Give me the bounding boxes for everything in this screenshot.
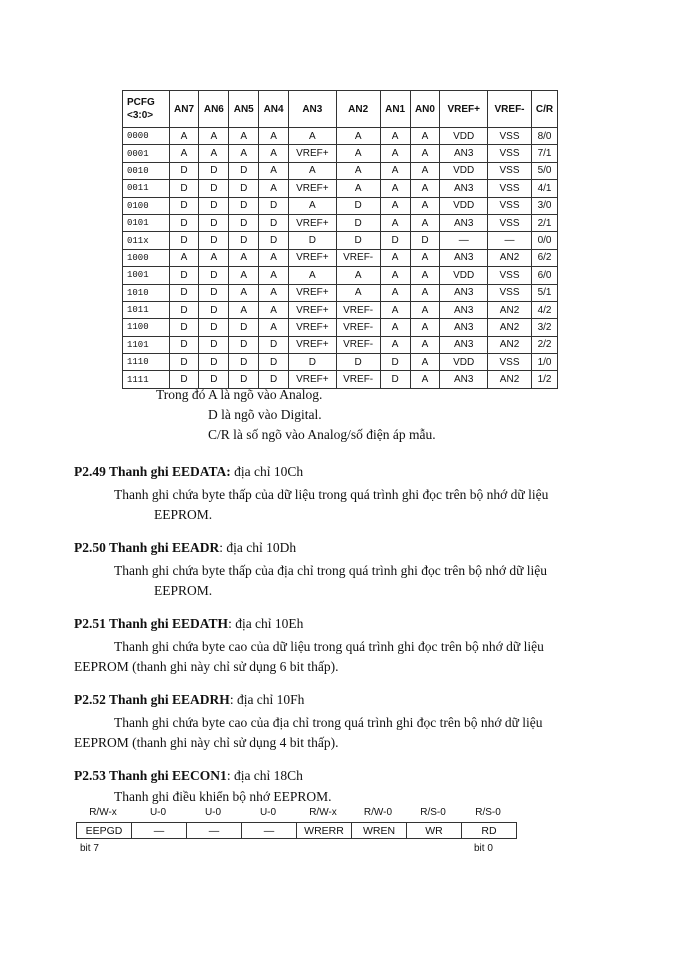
pcfg-cell: A	[410, 371, 440, 388]
pcfg-cell: A	[410, 128, 440, 145]
pcfg-row	[123, 354, 558, 371]
pcfg-cell: D	[169, 371, 199, 388]
pcfg-cell: A	[289, 197, 337, 214]
pcfg-column-header: PCFG <3:0>	[123, 91, 170, 128]
register-bit: EEPGD	[77, 823, 132, 839]
pcfg-cell: D	[259, 214, 289, 231]
pcfg-cell: A	[229, 128, 259, 145]
pcfg-cell: A	[259, 249, 289, 266]
pcfg-cell: A	[410, 214, 440, 231]
pcfg-cell: VREF+	[289, 284, 337, 301]
pcfg-cell: D	[259, 336, 289, 353]
access-label: U-0	[259, 807, 277, 818]
pcfg-cell: D	[380, 371, 410, 388]
pcfg-cell: AN3	[440, 336, 488, 353]
section-description: Thanh ghi điều khiển bộ nhớ EEPROM.	[114, 789, 332, 804]
pcfg-cell: AN2	[488, 336, 532, 353]
section-description: Thanh ghi chứa byte thấp của địa chỉ trong quá trình ghi đọc trên bộ nhớ dữ liệu	[114, 563, 548, 578]
pcfg-cell: D	[199, 214, 229, 231]
pcfg-cell: A	[169, 128, 199, 145]
section-eedath	[74, 614, 614, 677]
pcfg-cell: A	[229, 284, 259, 301]
pcfg-code-cell: 1101	[123, 336, 170, 353]
pcfg-cell: AN3	[440, 284, 488, 301]
pcfg-cell: VREF-	[336, 336, 380, 353]
section-title: P2.51 Thanh ghi EEDATH	[74, 616, 229, 631]
pcfg-cell: D	[199, 301, 229, 318]
note-line-2: D là ngõ vào Digital.	[208, 407, 322, 422]
pcfg-cell: D	[169, 301, 199, 318]
pcfg-cell: 3/0	[532, 197, 558, 214]
pcfg-cell: A	[259, 162, 289, 179]
pcfg-cell: D	[169, 197, 199, 214]
bit-high-label: bit 7	[80, 843, 99, 854]
pcfg-cell: D	[199, 267, 229, 284]
pcfg-cell: D	[169, 214, 199, 231]
pcfg-code-cell: 0100	[123, 197, 170, 214]
pcfg-cell: D	[259, 232, 289, 249]
section-title: P2.52 Thanh ghi EEADRH	[74, 692, 230, 707]
pcfg-cell: A	[259, 301, 289, 318]
pcfg-cell: VREF-	[336, 371, 380, 388]
pcfg-cell: 2/1	[532, 214, 558, 231]
pcfg-cell: 4/2	[532, 301, 558, 318]
pcfg-cell: A	[380, 249, 410, 266]
pcfg-column-header: AN2	[336, 91, 380, 128]
pcfg-cell: A	[259, 284, 289, 301]
pcfg-cell: AN3	[440, 371, 488, 388]
pcfg-cell: D	[336, 232, 380, 249]
pcfg-cell: AN2	[488, 371, 532, 388]
pcfg-cell: VDD	[440, 267, 488, 284]
pcfg-cell: A	[259, 319, 289, 336]
pcfg-row	[123, 145, 558, 162]
pcfg-cell: D	[229, 197, 259, 214]
pcfg-cell: A	[380, 162, 410, 179]
register-bit: WR	[407, 823, 462, 839]
pcfg-cell: VSS	[488, 354, 532, 371]
pcfg-cell: VREF+	[289, 180, 337, 197]
note-line-3: C/R là số ngõ vào Analog/số điện áp mẫu.	[208, 427, 436, 442]
pcfg-cell: VREF+	[289, 214, 337, 231]
pcfg-cell: A	[380, 267, 410, 284]
pcfg-cell: 6/2	[532, 249, 558, 266]
section-address: : địa chỉ 10Eh	[228, 616, 304, 631]
pcfg-code-cell: 011x	[123, 232, 170, 249]
pcfg-cell: A	[410, 267, 440, 284]
pcfg-cell: D	[199, 371, 229, 388]
pcfg-cell: A	[199, 145, 229, 162]
pcfg-cell: A	[410, 197, 440, 214]
pcfg-cell: VREF+	[289, 371, 337, 388]
pcfg-cell: A	[410, 145, 440, 162]
pcfg-cell: A	[410, 249, 440, 266]
pcfg-cell: VDD	[440, 197, 488, 214]
pcfg-cell: A	[410, 354, 440, 371]
pcfg-cell: A	[336, 267, 380, 284]
section-title: P2.49 Thanh ghi EEDATA:	[74, 464, 231, 479]
access-label: U-0	[149, 807, 167, 818]
section-title: P2.53 Thanh ghi EECON1	[74, 768, 227, 783]
pcfg-column-header: AN0	[410, 91, 440, 128]
pcfg-cell: D	[289, 232, 337, 249]
pcfg-code-cell: 1001	[123, 267, 170, 284]
section-eeadrh	[74, 690, 614, 753]
section-address: : địa chỉ 10Dh	[219, 540, 297, 555]
access-label: R/W-x	[89, 807, 117, 818]
pcfg-cell: D	[199, 180, 229, 197]
pcfg-cell: A	[229, 301, 259, 318]
pcfg-row	[123, 214, 558, 231]
pcfg-cell: A	[259, 267, 289, 284]
section-description-cont: EEPROM.	[154, 583, 213, 598]
pcfg-cell: A	[380, 284, 410, 301]
pcfg-cell: D	[169, 180, 199, 197]
pcfg-cell: D	[410, 232, 440, 249]
pcfg-cell: VSS	[488, 267, 532, 284]
pcfg-column-header: VREF-	[488, 91, 532, 128]
pcfg-cell: A	[336, 284, 380, 301]
pcfg-row	[123, 180, 558, 197]
pcfg-row	[123, 249, 558, 266]
pcfg-cell: D	[199, 336, 229, 353]
pcfg-cell: D	[199, 319, 229, 336]
pcfg-cell: D	[229, 354, 259, 371]
pcfg-cell: D	[199, 162, 229, 179]
pcfg-cell: AN3	[440, 145, 488, 162]
eecon1-register-table	[76, 822, 517, 839]
pcfg-cell: VDD	[440, 162, 488, 179]
pcfg-cell: VDD	[440, 354, 488, 371]
pcfg-column-header: AN3	[289, 91, 337, 128]
pcfg-cell: A	[336, 162, 380, 179]
pcfg-code-cell: 0010	[123, 162, 170, 179]
pcfg-column-header: C/R	[532, 91, 558, 128]
access-label: R/S-0	[420, 807, 446, 818]
pcfg-column-header: AN4	[259, 91, 289, 128]
pcfg-code-cell: 1010	[123, 284, 170, 301]
pcfg-cell: D	[199, 232, 229, 249]
pcfg-cell: 5/0	[532, 162, 558, 179]
pcfg-row	[123, 319, 558, 336]
pcfg-cell: A	[380, 301, 410, 318]
pcfg-cell: AN3	[440, 214, 488, 231]
pcfg-row	[123, 162, 558, 179]
pcfg-cell: D	[199, 354, 229, 371]
pcfg-cell: VSS	[488, 214, 532, 231]
register-bit: —	[242, 823, 297, 839]
pcfg-code-cell: 1000	[123, 249, 170, 266]
pcfg-cell: A	[336, 180, 380, 197]
pcfg-cell: VREF+	[289, 145, 337, 162]
pcfg-cell: A	[380, 214, 410, 231]
pcfg-row	[123, 336, 558, 353]
register-bit: WRERR	[297, 823, 352, 839]
section-address: : địa chỉ 10Fh	[229, 692, 305, 707]
section-description-cont: EEPROM (thanh ghi này chỉ sử dụng 4 bit thấp).	[74, 735, 339, 750]
register-bit: —	[132, 823, 187, 839]
pcfg-cell: D	[229, 162, 259, 179]
pcfg-cell: A	[336, 145, 380, 162]
pcfg-cell: A	[229, 249, 259, 266]
section-description-cont: EEPROM.	[154, 507, 213, 522]
section-title: P2.50 Thanh ghi EEADR	[74, 540, 220, 555]
access-label: R/W-0	[363, 807, 393, 818]
pcfg-header-row	[123, 91, 558, 128]
pcfg-cell: D	[229, 371, 259, 388]
access-label: R/W-x	[309, 807, 337, 818]
pcfg-cell: D	[336, 197, 380, 214]
pcfg-cell: 3/2	[532, 319, 558, 336]
pcfg-cell: A	[380, 128, 410, 145]
section-eecon1	[74, 766, 614, 807]
section-eeadr	[74, 538, 614, 601]
pcfg-cell: 8/0	[532, 128, 558, 145]
access-label: U-0	[204, 807, 222, 818]
pcfg-cell: AN2	[488, 319, 532, 336]
pcfg-cell: D	[229, 232, 259, 249]
pcfg-cell: D	[169, 162, 199, 179]
pcfg-cell: VSS	[488, 145, 532, 162]
pcfg-cell: D	[336, 354, 380, 371]
pcfg-cell: VSS	[488, 128, 532, 145]
pcfg-table	[122, 90, 558, 389]
pcfg-cell: D	[169, 267, 199, 284]
pcfg-cell: D	[380, 232, 410, 249]
pcfg-row	[123, 197, 558, 214]
pcfg-cell: A	[259, 128, 289, 145]
section-description: Thanh ghi chứa byte thấp của dữ liệu trong quá trình ghi đọc trên bộ nhớ dữ liệu	[114, 487, 549, 502]
section-address: : địa chỉ 18Ch	[226, 768, 303, 783]
pcfg-cell: D	[199, 197, 229, 214]
pcfg-cell: A	[410, 284, 440, 301]
pcfg-column-header: AN7	[169, 91, 199, 128]
register-bit: RD	[462, 823, 517, 839]
pcfg-cell: VSS	[488, 180, 532, 197]
pcfg-code-cell: 0011	[123, 180, 170, 197]
pcfg-cell: 4/1	[532, 180, 558, 197]
pcfg-cell: D	[169, 354, 199, 371]
pcfg-cell: A	[199, 128, 229, 145]
pcfg-row	[123, 267, 558, 284]
pcfg-cell: VDD	[440, 128, 488, 145]
pcfg-cell: A	[410, 319, 440, 336]
pcfg-cell: D	[169, 336, 199, 353]
pcfg-cell: D	[169, 232, 199, 249]
pcfg-cell: A	[289, 128, 337, 145]
pcfg-cell: AN2	[488, 301, 532, 318]
pcfg-cell: A	[380, 180, 410, 197]
pcfg-cell: A	[336, 128, 380, 145]
section-description: Thanh ghi chứa byte cao của dữ liệu trong quá trình ghi đọc trên bộ nhớ dữ liệu	[114, 639, 544, 654]
pcfg-cell: D	[169, 319, 199, 336]
pcfg-cell: A	[229, 145, 259, 162]
pcfg-code-cell: 0101	[123, 214, 170, 231]
pcfg-cell: A	[199, 249, 229, 266]
pcfg-code-cell: 1100	[123, 319, 170, 336]
pcfg-cell: A	[380, 319, 410, 336]
pcfg-cell: 1/2	[532, 371, 558, 388]
pcfg-row	[123, 232, 558, 249]
pcfg-cell: D	[259, 197, 289, 214]
pcfg-cell: VREF+	[289, 336, 337, 353]
pcfg-cell: VREF+	[289, 301, 337, 318]
pcfg-cell: 2/2	[532, 336, 558, 353]
pcfg-cell: D	[336, 214, 380, 231]
pcfg-cell: D	[229, 319, 259, 336]
register-bit: WREN	[352, 823, 407, 839]
pcfg-cell: A	[259, 180, 289, 197]
pcfg-cell: A	[169, 249, 199, 266]
pcfg-row	[123, 128, 558, 145]
register-bit: —	[187, 823, 242, 839]
pcfg-code-cell: 0000	[123, 128, 170, 145]
pcfg-cell: A	[410, 180, 440, 197]
pcfg-cell: A	[380, 336, 410, 353]
pcfg-cell: VREF-	[336, 319, 380, 336]
pcfg-cell: 7/1	[532, 145, 558, 162]
pcfg-cell: 6/0	[532, 267, 558, 284]
pcfg-cell: A	[410, 336, 440, 353]
access-label: R/S-0	[475, 807, 501, 818]
section-description-cont: EEPROM (thanh ghi này chỉ sử dụng 6 bit thấp).	[74, 659, 339, 674]
pcfg-cell: D	[229, 336, 259, 353]
pcfg-cell: A	[380, 197, 410, 214]
pcfg-cell: 5/1	[532, 284, 558, 301]
pcfg-cell: A	[229, 267, 259, 284]
pcfg-column-header: AN5	[229, 91, 259, 128]
pcfg-cell: D	[380, 354, 410, 371]
register-bits-row	[77, 823, 517, 839]
pcfg-cell: D	[259, 371, 289, 388]
pcfg-cell: VREF-	[336, 249, 380, 266]
pcfg-cell: VSS	[488, 284, 532, 301]
pcfg-cell: A	[289, 267, 337, 284]
section-description: Thanh ghi chứa byte cao của địa chỉ trong quá trình ghi đọc trên bộ nhớ dữ liệu	[114, 715, 543, 730]
pcfg-cell: AN3	[440, 180, 488, 197]
pcfg-cell: A	[410, 162, 440, 179]
pcfg-cell: VREF-	[336, 301, 380, 318]
pcfg-cell: VREF+	[289, 249, 337, 266]
pcfg-code-cell: 1011	[123, 301, 170, 318]
pcfg-code-cell: 1110	[123, 354, 170, 371]
pcfg-cell: AN3	[440, 319, 488, 336]
pcfg-row	[123, 284, 558, 301]
pcfg-cell: AN3	[440, 301, 488, 318]
pcfg-cell: A	[259, 145, 289, 162]
pcfg-cell: AN2	[488, 249, 532, 266]
pcfg-column-header: AN6	[199, 91, 229, 128]
pcfg-row	[123, 301, 558, 318]
pcfg-cell: D	[199, 284, 229, 301]
pcfg-cell: VSS	[488, 197, 532, 214]
pcfg-cell: A	[169, 145, 199, 162]
pcfg-cell: —	[440, 232, 488, 249]
pcfg-cell: VREF+	[289, 319, 337, 336]
note-line-1: Trong đó A là ngõ vào Analog.	[156, 387, 323, 402]
pcfg-cell: D	[169, 284, 199, 301]
pcfg-cell: D	[259, 354, 289, 371]
section-address: địa chỉ 10Ch	[230, 464, 304, 479]
section-eedata	[74, 462, 614, 525]
pcfg-code-cell: 0001	[123, 145, 170, 162]
bit-low-label: bit 0	[474, 843, 493, 854]
pcfg-cell: D	[229, 214, 259, 231]
pcfg-cell: A	[410, 301, 440, 318]
pcfg-column-header: AN1	[380, 91, 410, 128]
pcfg-cell: A	[289, 162, 337, 179]
pcfg-column-header: VREF+	[440, 91, 488, 128]
pcfg-code-cell: 1111	[123, 371, 170, 388]
pcfg-cell: VSS	[488, 162, 532, 179]
pcfg-cell: A	[380, 145, 410, 162]
pcfg-cell: 0/0	[532, 232, 558, 249]
pcfg-cell: —	[488, 232, 532, 249]
pcfg-cell: D	[229, 180, 259, 197]
pcfg-cell: AN3	[440, 249, 488, 266]
pcfg-cell: 1/0	[532, 354, 558, 371]
pcfg-cell: D	[289, 354, 337, 371]
